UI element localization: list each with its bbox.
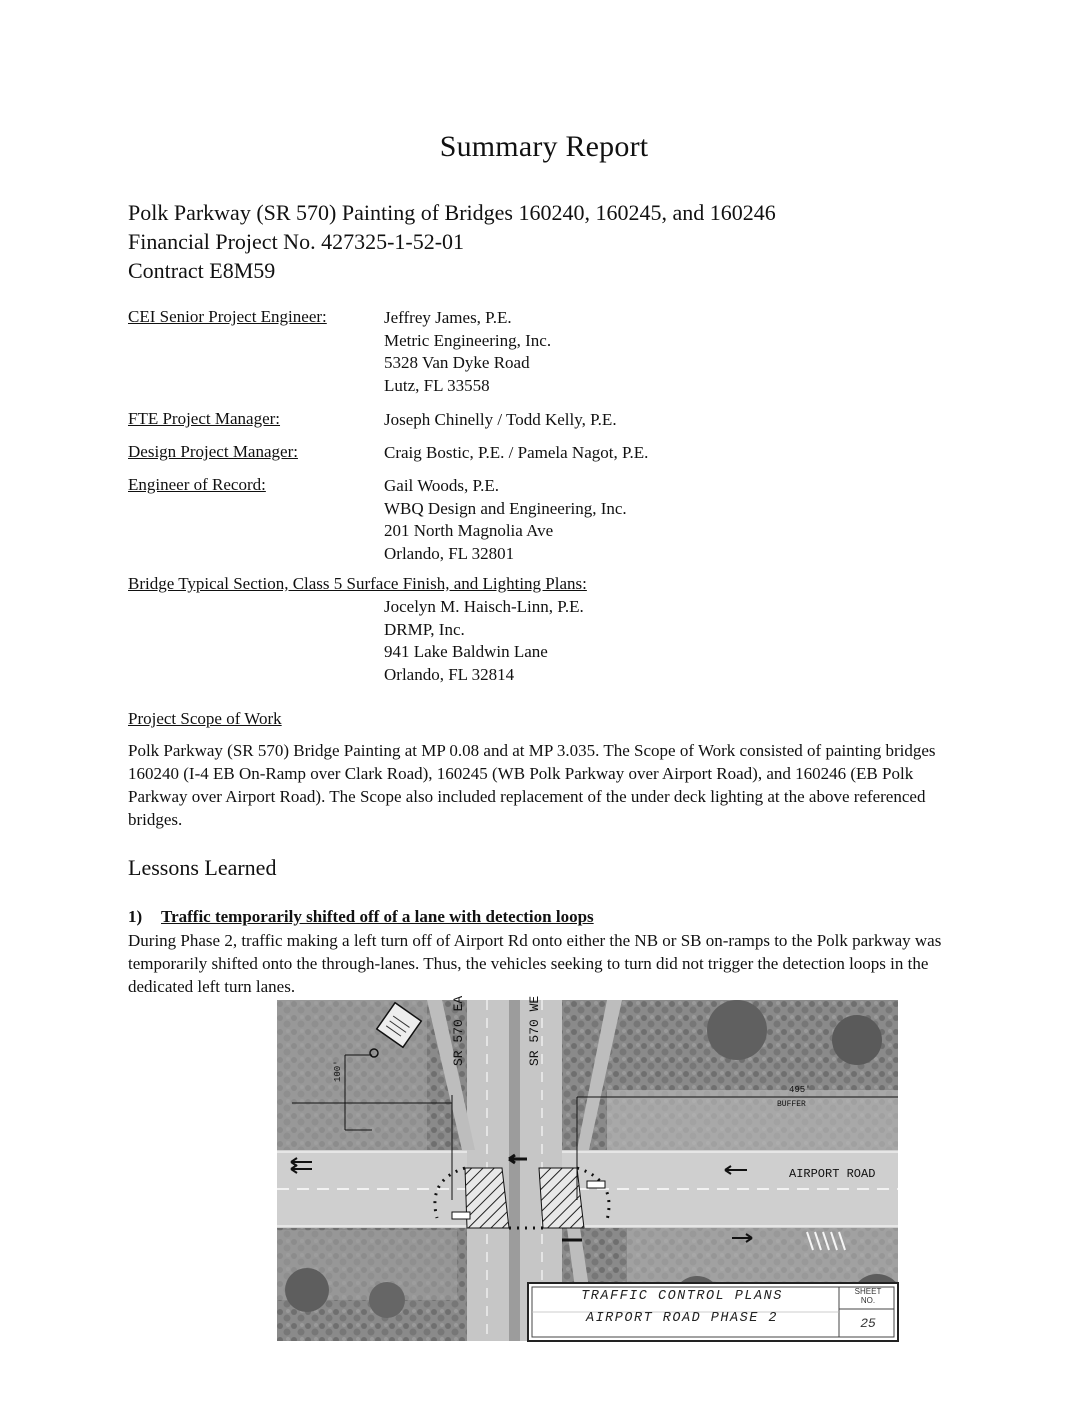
lesson-title: Traffic temporarily shifted off of a lane with detection loops [161,907,594,926]
contact-label: Design Project Manager: [128,442,298,461]
contact-line: Lutz, FL 33558 [384,375,490,395]
lesson-number: 1) [128,907,143,926]
taper-length-label: 100' [333,1060,343,1082]
sheet-label [840,1287,896,1305]
contact-label: FTE Project Manager: [128,409,281,428]
airport-road-label: AIRPORT ROAD [789,1167,876,1181]
contact-label: Engineer of Record: [128,475,266,494]
contact-line: Orlando, FL 32814 [384,664,515,684]
project-name: Polk Parkway (SR 570) Painting of Bridges 160240, 160245, and 160246 [128,200,776,225]
sr570-west-label: SR 570 WE [527,995,542,1066]
contact-value [384,596,584,686]
contact-value [384,307,551,397]
contact-line: 5328 Van Dyke Road [384,353,530,372]
contact-line: Jocelyn M. Haisch-Linn, P.E. [384,597,584,616]
lessons-heading: Lessons Learned [128,855,277,880]
lesson-paragraph: During Phase 2, traffic making a left turn off of Airport Rd onto either the NB or SB on-ramps to the Polk parkway was temporarily shifted onto the through-lanes. Thus, the vehicles seeking to turn did not trigger the detection loops in the dedicated left turn lanes. [128,931,942,996]
buffer-distance-label: 495' [789,1085,811,1095]
buffer-label: BUFFER [777,1100,806,1109]
project-header [128,198,776,285]
contact-line: Orlando, FL 32801 [384,543,515,563]
contract-number: Contract E8M59 [128,258,276,283]
title-block-line1: TRAFFIC CONTROL PLANS [581,1289,783,1304]
contact-label: Bridge Typical Section, Class 5 Surface Finish, and Lighting Plans: [128,574,587,593]
page-title: Summary Report [439,130,649,163]
scope-paragraph: Polk Parkway (SR 570) Bridge Painting at MP 0.08 and at MP 3.035. The Scope of Work consisted of painting bridges 160240 (I-4 EB On-Ramp over Clark Road), 160245 (WB Polk Parkway over Airport Road), and 160246 (EB Polk Parkway over Airport Road). The Scope also included replacement of the under deck lighting at the above referenced bridges. [128,741,936,829]
contact-line: DRMP, Inc. [384,619,465,639]
title-block-text [530,1286,834,1330]
contact-value [384,475,627,565]
contact-value: Craig Bostic, P.E. / Pamela Nagot, P.E. [384,443,649,462]
sheet-number: 25 [860,1316,876,1331]
lesson-item-heading [128,907,594,927]
contact-line: Jeffrey James, P.E. [384,308,512,327]
contact-line: WBQ Design and Engineering, Inc. [384,498,627,518]
sheet-label-line: NO. [860,1296,876,1305]
contact-label: CEI Senior Project Engineer: [128,307,327,326]
sr570-east-label: SR 570 EA [451,995,466,1066]
sheet-label-line: SHEET [854,1287,882,1296]
title-block-line2: AIRPORT ROAD PHASE 2 [585,1311,779,1326]
contact-line: 201 North Magnolia Ave [384,521,554,540]
financial-project-number: Financial Project No. 427325-1-52-01 [128,229,465,254]
contact-line: 941 Lake Baldwin Lane [384,642,548,661]
contact-line: Metric Engineering, Inc. [384,330,552,350]
contact-line: Gail Woods, P.E. [384,476,499,495]
contact-value: Joseph Chinelly / Todd Kelly, P.E. [384,410,617,429]
scope-heading: Project Scope of Work [128,709,282,728]
